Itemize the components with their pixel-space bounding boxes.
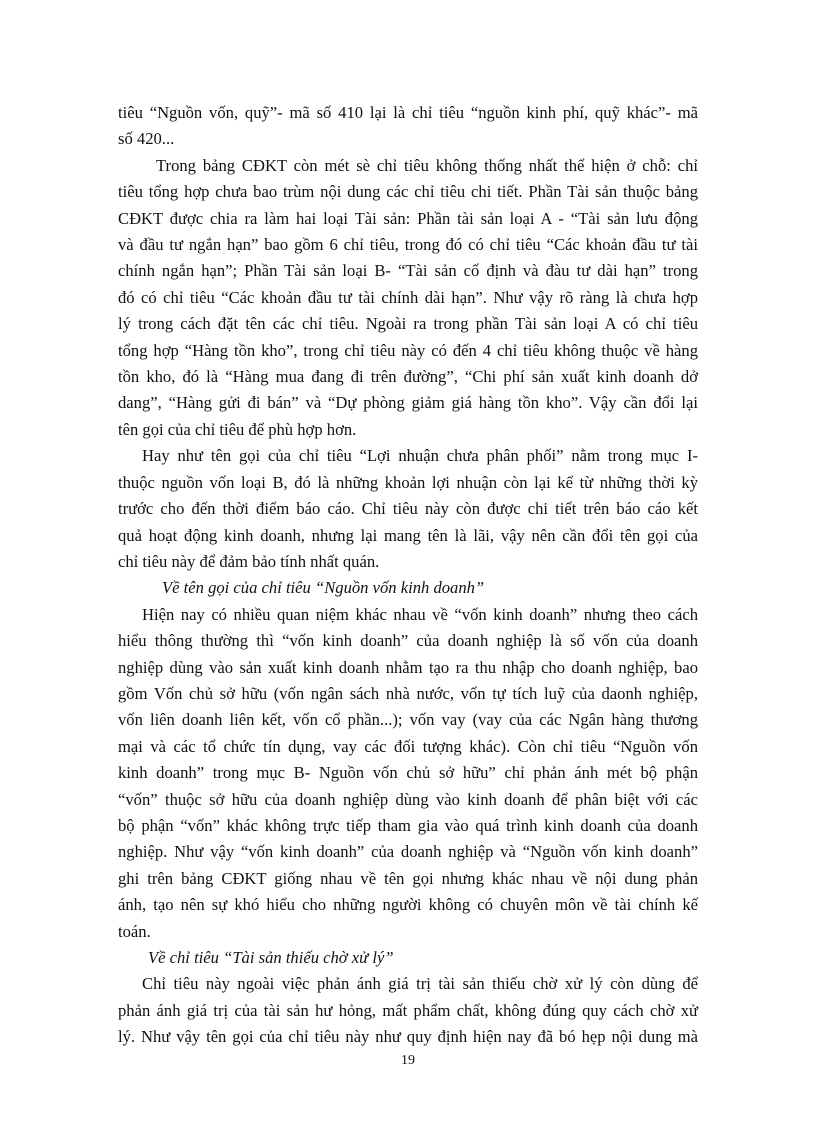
text-line: phản ánh giá trị của tài sản hư hỏng, mất phẩm chất, không đúng quy cách chờ xử [118, 1000, 698, 1020]
section-heading-missing-assets: Về chỉ tiêu “Tài sản thiếu chờ xử lý” [148, 948, 394, 967]
text-line: nghiệp. Như vậy “vốn kinh doanh” của doanh nghiệp và “Nguồn vốn kinh doanh” [118, 842, 698, 862]
page-body [118, 100, 698, 1051]
text-line: kinh doanh” trong mục B- Nguồn vốn chủ sở hữu” chỉ phản ánh mét bộ phận [118, 763, 698, 783]
text-line: và đầu tư ngắn hạn” bao gồm 6 chỉ tiêu, trong đó có chỉ tiêu “Các khoản đầu tư tài [118, 235, 698, 255]
section-heading-business-capital: Về tên gọi của chỉ tiêu “Nguồn vốn kinh doanh” [162, 578, 485, 598]
text-line: gồm Vốn chủ sở hữu (vốn ngân sách nhà nước, vốn tự tích luỹ của daonh nghiệp, [118, 683, 698, 703]
paragraph-missing-assets [118, 971, 698, 1050]
paragraph-undistributed-profit [118, 443, 698, 575]
text-line: CĐKT được chia ra làm hai loại Tài sản: Phần tài sản loại A - “Tài sản lưu động [118, 208, 698, 228]
text-line: nghiệp dùng vào sản xuất kinh doanh nhằm tạo ra thu nhập cho doanh nghiệp, bao [118, 657, 698, 677]
text-line: số 420... [118, 129, 175, 149]
text-line: ánh, tạo nên sự khó hiểu cho những người không có chuyên môn về tài chính kế [118, 895, 698, 915]
text-line: thuộc nguồn vốn loại B, đó là những khoản lợi nhuận còn lại kể từ những thời kỳ [118, 472, 698, 492]
page-number: 19 [401, 1053, 415, 1068]
text-line: lý trong cách đặt tên các chỉ tiêu. Ngoài ra trong phần Tài sản loại A có chỉ tiêu [118, 314, 698, 334]
paragraph-balance-sheet-inconsistency [118, 153, 698, 443]
text-line: dang”, “Hàng gửi đi bán” và “Dự phòng giảm giá hàng tồn kho”. Vậy cần đổi lại [118, 393, 698, 413]
text-line: hiểu thông thường thì “vốn kinh doanh” của doanh nghiệp là số vốn của doanh [118, 631, 698, 651]
text-line: toán. [118, 921, 151, 941]
text-line: tồn kho, đó là “Hàng mua đang đi trên đường”, “Chi phí sản xuất kinh doanh dở [118, 367, 698, 387]
paragraph-business-capital [118, 602, 698, 945]
text-line: lý. Như vậy tên gọi của chỉ tiêu này như quy định hiện nay đã bó hẹp nội dung mà [118, 1027, 698, 1047]
text-line: tên gọi của chỉ tiêu để phù hợp hơn. [118, 419, 357, 439]
text-line: bộ phận “vốn” khác không trực tiếp tham gia vào quá trình kinh doanh của doanh [118, 815, 698, 835]
text-line: Chỉ tiêu này ngoài việc phản ánh giá trị tài sản thiếu chờ xử lý còn dùng để [142, 974, 698, 994]
paragraph-continuation [118, 100, 698, 153]
text-line: tiêu “Nguồn vốn, quỹ”- mã số 410 lại là chỉ tiêu “nguồn kinh phí, quỹ khác”- mã [118, 103, 698, 122]
text-line: Hiện nay có nhiều quan niệm khác nhau về “vốn kinh doanh” nhưng theo cách [142, 604, 698, 624]
text-line: ghi trên bảng CĐKT giống nhau về tên gọi nhưng khác nhau về nội dung phản [118, 868, 698, 888]
text-line: mại và các tổ chức tín dụng, vay các đối tượng khác). Còn chỉ tiêu “Nguồn vốn [118, 736, 698, 756]
text-line: quả hoạt động kinh doanh, nhưng lại mang tên là lãi, vậy nên cần đổi tên gọi của [118, 525, 698, 545]
text-line: chính ngắn hạn”; Phần Tài sản loại B- “Tài sản cố định và đàu tư dài hạn” trong [118, 261, 698, 281]
text-line: Hay như tên gọi của chỉ tiêu “Lợi nhuận chưa phân phối” nằm trong mục I- [142, 446, 698, 466]
text-line: “vốn” thuộc sở hữu của doanh nghiệp dùng vào kinh doanh để phân biệt với các [118, 789, 698, 809]
text-line: tổng hợp “Hàng tồn kho”, trong chỉ tiêu này có đến 4 chỉ tiêu không thuộc về hàng [118, 340, 698, 360]
text-line: đó có chỉ tiêu “Các khoản đầu tư tài chính dài hạn”. Như vậy rõ ràng là chưa hợp [118, 287, 698, 307]
text-line: vốn liên doanh liên kết, vốn cổ phần...); vốn vay (vay của các Ngân hàng thương [118, 710, 698, 730]
text-line: tiêu tổng hợp chưa bao trùm nội dung các chỉ tiêu chi tiết. Phần Tài sản thuộc bảng [118, 182, 698, 202]
text-line: chỉ tiêu này để đảm bảo tính nhất quán. [118, 551, 380, 571]
text-line: trước cho đến thời điểm báo cáo. Chỉ tiêu này còn được chi tiết trên báo cáo kết [118, 499, 698, 519]
text-line: Trong bảng CĐKT còn mét sè chỉ tiêu không thống nhất thể hiện ở chỗ: chỉ [156, 155, 698, 175]
